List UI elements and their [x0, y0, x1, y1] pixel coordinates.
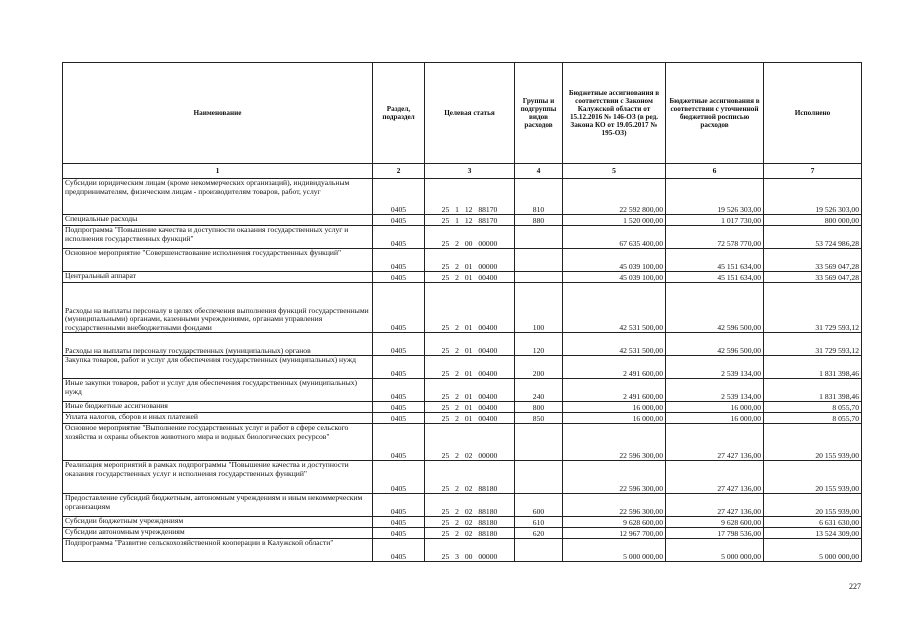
table-row: [63, 356, 862, 379]
row-executed-amount: 19 526 303,00: [764, 179, 862, 215]
row-name: Иные закупки товаров, работ и услуг для обеспечения государственных (муниципальных) нужд: [63, 379, 373, 402]
row-executed-amount: 800 000,00: [764, 215, 862, 226]
header-row: [63, 63, 862, 164]
column-number: 4: [515, 164, 563, 179]
table-row: [63, 461, 862, 494]
row-law-amount: 2 491 600,00: [563, 379, 666, 402]
column-number: 3: [425, 164, 515, 179]
row-name: Закупка товаров, работ и услуг для обеспечения государственных (муниципальных) нужд: [63, 356, 373, 379]
table-row: [63, 215, 862, 226]
row-executed-amount: 20 155 939,00: [764, 424, 862, 461]
row-group: 600: [515, 494, 563, 517]
row-schedule-amount: 16 000,00: [666, 402, 764, 413]
row-target: 25 2 01 00400: [425, 356, 515, 379]
header-name: Наименование: [63, 63, 373, 164]
row-schedule-amount: 5 000 000,00: [666, 539, 764, 562]
row-executed-amount: 20 155 939,00: [764, 494, 862, 517]
budget-table: [62, 62, 862, 562]
row-section: 0405: [373, 413, 425, 424]
row-section: 0405: [373, 283, 425, 333]
row-target: 25 2 01 00400: [425, 379, 515, 402]
row-group: 800: [515, 402, 563, 413]
row-target: 25 1 12 88170: [425, 215, 515, 226]
row-target: 25 2 02 88180: [425, 528, 515, 539]
column-number: 7: [764, 164, 862, 179]
table-row: [63, 272, 862, 283]
table-row: [63, 402, 862, 413]
row-target: 25 2 01 00400: [425, 402, 515, 413]
table-row: [63, 379, 862, 402]
row-section: 0405: [373, 226, 425, 249]
row-executed-amount: 31 729 593,12: [764, 333, 862, 356]
table-row: [63, 333, 862, 356]
column-number: 1: [63, 164, 373, 179]
row-name: Предоставление субсидий бюджетным, автономным учреждениям и иным некоммерческим организациям: [63, 494, 373, 517]
row-group: [515, 424, 563, 461]
row-law-amount: 45 039 100,00: [563, 272, 666, 283]
row-law-amount: 45 039 100,00: [563, 249, 666, 272]
row-name: Иные бюджетные ассигнования: [63, 402, 373, 413]
row-section: 0405: [373, 424, 425, 461]
row-target: 25 1 12 88170: [425, 179, 515, 215]
row-law-amount: 9 628 600,00: [563, 517, 666, 528]
column-number: 2: [373, 164, 425, 179]
row-executed-amount: 20 155 939,00: [764, 461, 862, 494]
table-row: [63, 413, 862, 424]
row-executed-amount: 53 724 986,28: [764, 226, 862, 249]
row-schedule-amount: 9 628 600,00: [666, 517, 764, 528]
row-section: 0405: [373, 461, 425, 494]
row-executed-amount: 1 831 398,46: [764, 379, 862, 402]
row-schedule-amount: 2 539 134,00: [666, 379, 764, 402]
row-name: Субсидии автономным учреждениям: [63, 528, 373, 539]
row-target: 25 2 01 00400: [425, 413, 515, 424]
row-name: Центральный аппарат: [63, 272, 373, 283]
row-group: 810: [515, 179, 563, 215]
row-executed-amount: 33 569 047,28: [764, 249, 862, 272]
row-schedule-amount: 17 798 536,00: [666, 528, 764, 539]
table-row: [63, 539, 862, 562]
row-law-amount: 67 635 400,00: [563, 226, 666, 249]
header-group: Группы и подгруппы видов расходов: [515, 63, 563, 164]
table-row: [63, 226, 862, 249]
row-section: 0405: [373, 494, 425, 517]
row-target: 25 2 01 00400: [425, 272, 515, 283]
row-law-amount: 5 000 000,00: [563, 539, 666, 562]
row-schedule-amount: 72 578 770,00: [666, 226, 764, 249]
table-row: [63, 494, 862, 517]
row-schedule-amount: 45 151 634,00: [666, 272, 764, 283]
row-group: 240: [515, 379, 563, 402]
row-section: 0405: [373, 272, 425, 283]
page-number: 227: [849, 582, 861, 591]
row-executed-amount: 13 524 309,00: [764, 528, 862, 539]
row-schedule-amount: 19 526 303,00: [666, 179, 764, 215]
row-schedule-amount: 16 000,00: [666, 413, 764, 424]
row-section: 0405: [373, 402, 425, 413]
row-executed-amount: 8 055,70: [764, 413, 862, 424]
row-group: [515, 539, 563, 562]
row-name: Субсидии бюджетным учреждениям: [63, 517, 373, 528]
row-section: 0405: [373, 179, 425, 215]
row-target: 25 2 02 88180: [425, 517, 515, 528]
row-law-amount: 16 000,00: [563, 413, 666, 424]
row-schedule-amount: 42 596 500,00: [666, 333, 764, 356]
row-target: 25 2 02 00000: [425, 424, 515, 461]
row-executed-amount: 33 569 047,28: [764, 272, 862, 283]
row-schedule-amount: 27 427 136,00: [666, 494, 764, 517]
row-group: 850: [515, 413, 563, 424]
row-target: 25 2 01 00000: [425, 249, 515, 272]
row-name: Специальные расходы: [63, 215, 373, 226]
row-law-amount: 16 000,00: [563, 402, 666, 413]
row-name: Основное мероприятие "Выполнение государственных услуг и работ в сфере сельского хозяйства и охраны объектов животного мира и водных биологических ресурсов": [63, 424, 373, 461]
column-number: 6: [666, 164, 764, 179]
row-name: Подпрограмма "Развитие сельскохозяйственной кооперации в Калужской области": [63, 539, 373, 562]
row-law-amount: 22 596 300,00: [563, 494, 666, 517]
row-section: 0405: [373, 379, 425, 402]
row-group: 120: [515, 333, 563, 356]
row-schedule-amount: 1 017 730,00: [666, 215, 764, 226]
row-law-amount: 22 596 300,00: [563, 424, 666, 461]
table-row: [63, 249, 862, 272]
row-target: 25 2 02 88180: [425, 494, 515, 517]
row-law-amount: 12 967 700,00: [563, 528, 666, 539]
row-executed-amount: 5 000 000,00: [764, 539, 862, 562]
row-law-amount: 22 592 800,00: [563, 179, 666, 215]
row-group: [515, 272, 563, 283]
row-target: 25 2 01 00400: [425, 333, 515, 356]
row-law-amount: 1 520 000,00: [563, 215, 666, 226]
row-group: 880: [515, 215, 563, 226]
row-schedule-amount: 2 539 134,00: [666, 356, 764, 379]
header-target: Целевая статья: [425, 63, 515, 164]
row-group: 610: [515, 517, 563, 528]
row-name: Основное мероприятие "Совершенствование исполнения государственных функций": [63, 249, 373, 272]
row-schedule-amount: 27 427 136,00: [666, 424, 764, 461]
row-group: [515, 461, 563, 494]
row-name: Расходы на выплаты персоналу в целях обеспечения выполнения функций государственными (муниципальными) органами, казенными учреждениями, органами управления государственными внебюджетными фондами: [63, 283, 373, 333]
row-executed-amount: 8 055,70: [764, 402, 862, 413]
row-schedule-amount: 27 427 136,00: [666, 461, 764, 494]
row-executed-amount: 31 729 593,12: [764, 283, 862, 333]
row-name: Реализация мероприятий в рамках подпрограммы "Повышение качества и доступности оказания государственных услуг и исполнения государственных функций": [63, 461, 373, 494]
header-section: Раздел, подраздел: [373, 63, 425, 164]
column-number: 5: [563, 164, 666, 179]
table-row: [63, 179, 862, 215]
row-executed-amount: 6 631 630,00: [764, 517, 862, 528]
row-section: 0405: [373, 215, 425, 226]
row-target: 25 2 00 00000: [425, 226, 515, 249]
table-row: [63, 517, 862, 528]
row-section: 0405: [373, 528, 425, 539]
row-schedule-amount: 42 596 500,00: [666, 283, 764, 333]
row-name: Подпрограмма "Повышение качества и доступности оказания государственных услуг и исполнения государственных функций": [63, 226, 373, 249]
row-group: [515, 226, 563, 249]
header-law-allocation: Бюджетные ассигнования в соответствии с Законом Калужской области от 15.12.2016 № 146-ОЗ (в ред. Закона КО от 19.05.2017 № 195-ОЗ): [563, 63, 666, 164]
row-target: 25 2 02 88180: [425, 461, 515, 494]
table-row: [63, 528, 862, 539]
row-schedule-amount: 45 151 634,00: [666, 249, 764, 272]
row-target: 25 3 00 00000: [425, 539, 515, 562]
row-section: 0405: [373, 356, 425, 379]
row-name: Расходы на выплаты персоналу государственных (муниципальных) органов: [63, 333, 373, 356]
row-section: 0405: [373, 539, 425, 562]
row-law-amount: 2 491 600,00: [563, 356, 666, 379]
row-name: Уплата налогов, сборов и иных платежей: [63, 413, 373, 424]
row-target: 25 2 01 00400: [425, 283, 515, 333]
row-law-amount: 42 531 500,00: [563, 333, 666, 356]
row-section: 0405: [373, 517, 425, 528]
row-section: 0405: [373, 333, 425, 356]
row-group: 620: [515, 528, 563, 539]
row-executed-amount: 1 831 398,46: [764, 356, 862, 379]
header-schedule-allocation: Бюджетные ассигнования в соответствии с уточненной бюджетной росписью расходов: [666, 63, 764, 164]
row-law-amount: 22 596 300,00: [563, 461, 666, 494]
row-group: 200: [515, 356, 563, 379]
table-row: [63, 283, 862, 333]
column-number-row: [63, 164, 862, 179]
table-row: [63, 424, 862, 461]
row-law-amount: 42 531 500,00: [563, 283, 666, 333]
row-name: Субсидии юридическим лицам (кроме некоммерческих организаций), индивидуальным предпринимателям, физическим лицам - производителям товаров, работ, услуг: [63, 179, 373, 215]
row-group: 100: [515, 283, 563, 333]
header-executed: Исполнено: [764, 63, 862, 164]
row-section: 0405: [373, 249, 425, 272]
row-group: [515, 249, 563, 272]
